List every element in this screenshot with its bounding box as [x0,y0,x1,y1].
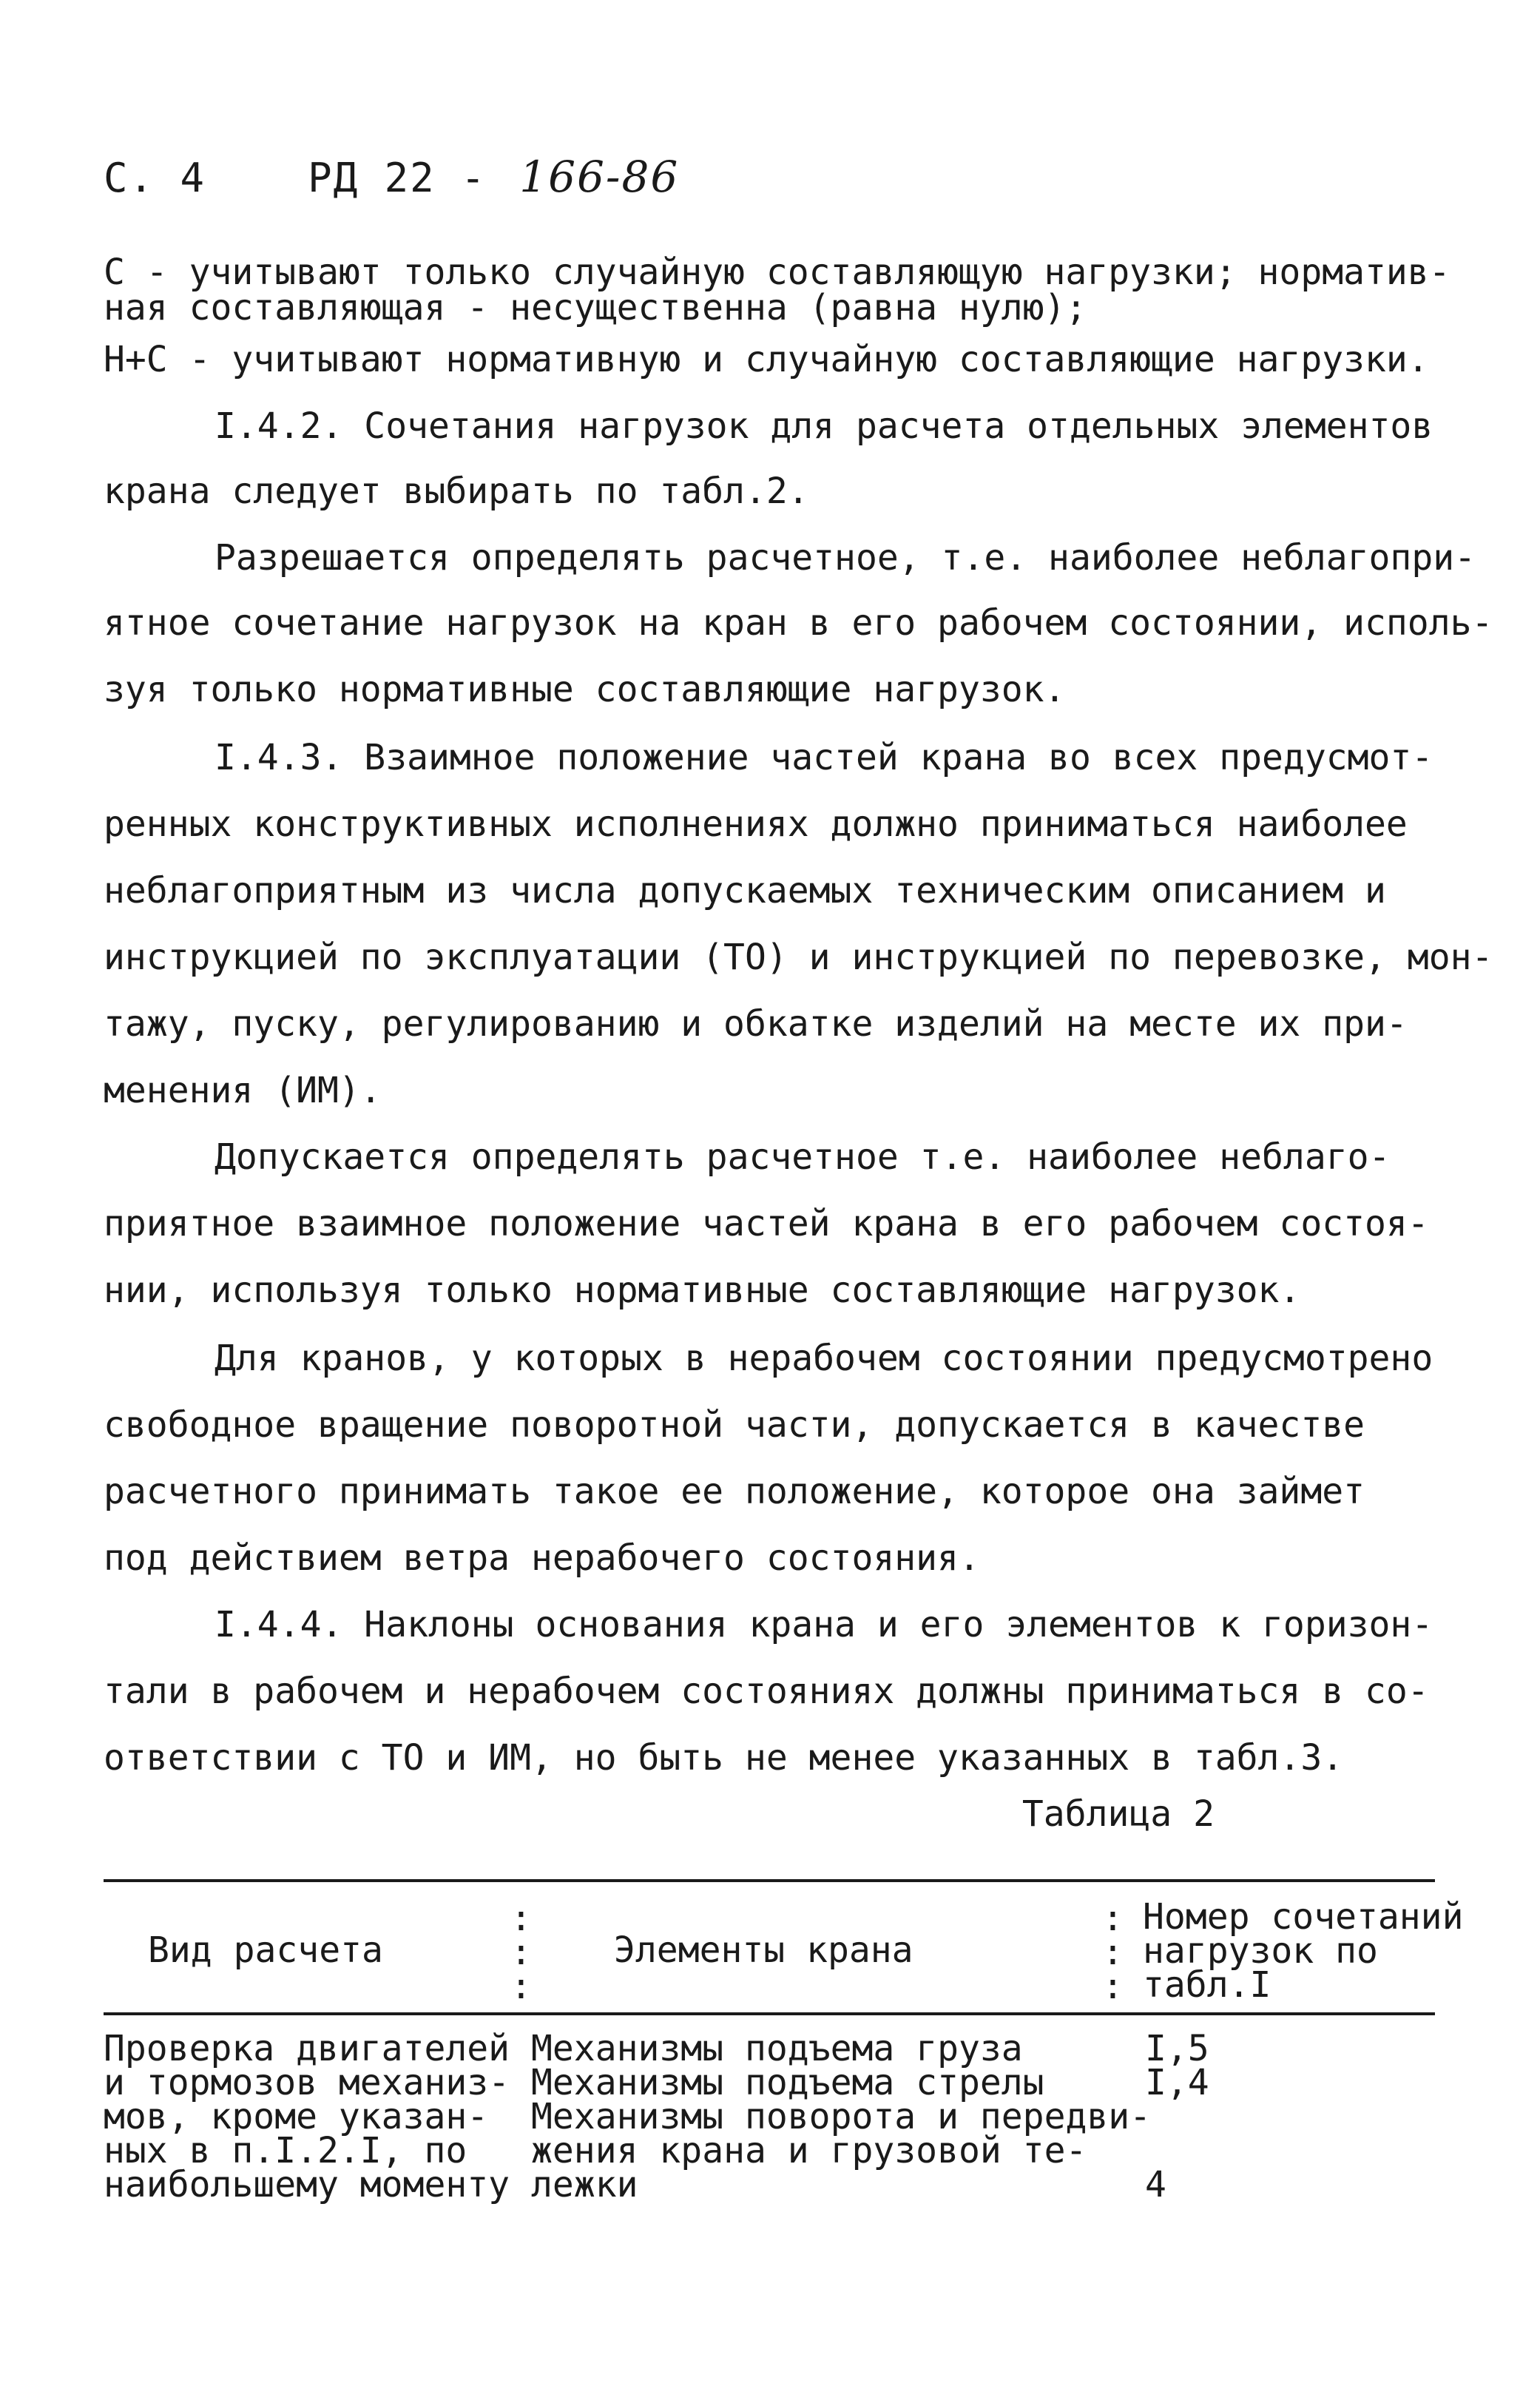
table-header-load-combination: Номер сочетаний нагрузок по табл.I [1143,1896,1464,2006]
body-line: Н+С - учитывают нормативную и случайную составляющие нагрузки. [104,339,1429,380]
table-cell-calc-type: Проверка двигателей и тормозов механиз- мов, кроме указан- ных в п.I.2.I, по наибольшему моменту [104,2028,510,2205]
body-line: тали в рабочем и нерабочем состояниях должны приниматься в со- [104,1671,1429,1712]
body-line: Допускается определять расчетное т.е. наиболее неблаго- [215,1136,1391,1178]
body-line: нии, используя только нормативные составляющие нагрузок. [104,1270,1301,1311]
page-number: С. 4 [104,155,206,201]
table-cell-crane-elements: Механизмы подъема груза Механизмы подъема стрелы Механизмы поворота и передви- жения крана и грузовой те- лежки [531,2028,1152,2205]
body-line: тажу, пуску, регулированию и обкатке изделий на месте их при- [104,1003,1408,1045]
document-code: РД 22 - [308,155,487,201]
body-line: С - учитывают только случайную составляющую нагрузки; норматив- [104,252,1450,293]
section-paragraph: I.4.2. Сочетания нагрузок для расчета отдельных элементов [215,405,1433,447]
table-header-calc-type: Вид расчета [148,1929,383,1971]
body-line: зуя только нормативные составляющие нагрузок. [104,669,1066,710]
body-line: менения (ИМ). [104,1070,382,1111]
table-caption: Таблица 2 [1021,1793,1215,1835]
table-cell-load-combination: I,5 I,4 4 [1145,2028,1209,2205]
body-line: Для кранов, у которых в нерабочем состоянии предусмотрено [215,1338,1433,1379]
page-header [104,152,679,202]
section-paragraph: I.4.4. Наклоны основания крана и его элементов к горизон- [215,1604,1433,1645]
section-paragraph: I.4.3. Взаимное положение частей крана во всех предусмот- [215,737,1433,778]
table-header-rule [104,2012,1435,2015]
table-top-rule [104,1879,1435,1882]
body-line: свободное вращение поворотной части, допускается в качестве [104,1404,1365,1446]
body-line: крана следует выбирать по табл.2. [104,471,809,512]
body-line: ятное сочетание нагрузок на кран в его рабочем состоянии, исполь- [104,602,1493,644]
body-line: под действием ветра нерабочего состояния. [104,1537,980,1579]
handwritten-document-number: 166-86 [519,152,680,202]
body-line: Разрешается определять расчетное, т.е. наиболее неблагопри- [215,537,1476,579]
body-line: ренных конструктивных исполнениях должно приниматься наиболее [104,803,1408,845]
table-header-crane-elements: Элементы крана [614,1929,913,1971]
body-line: неблагоприятным из числа допускаемых техническим описанием и [104,870,1386,911]
body-line: ная составляющая - несущественна (равна нулю); [104,287,1087,328]
column-separator: : : : [510,1898,532,2007]
body-line: приятное взаимное положение частей крана в его рабочем состоя- [104,1203,1429,1244]
body-line: ответствии с ТО и ИМ, но быть не менее указанных в табл.3. [104,1737,1344,1779]
column-separator: : : : [1102,1898,1124,2007]
body-line: инструкцией по эксплуатации (ТО) и инструкцией по перевозке, мон- [104,937,1493,978]
body-line: расчетного принимать такое ее положение, которое она займет [104,1471,1365,1512]
